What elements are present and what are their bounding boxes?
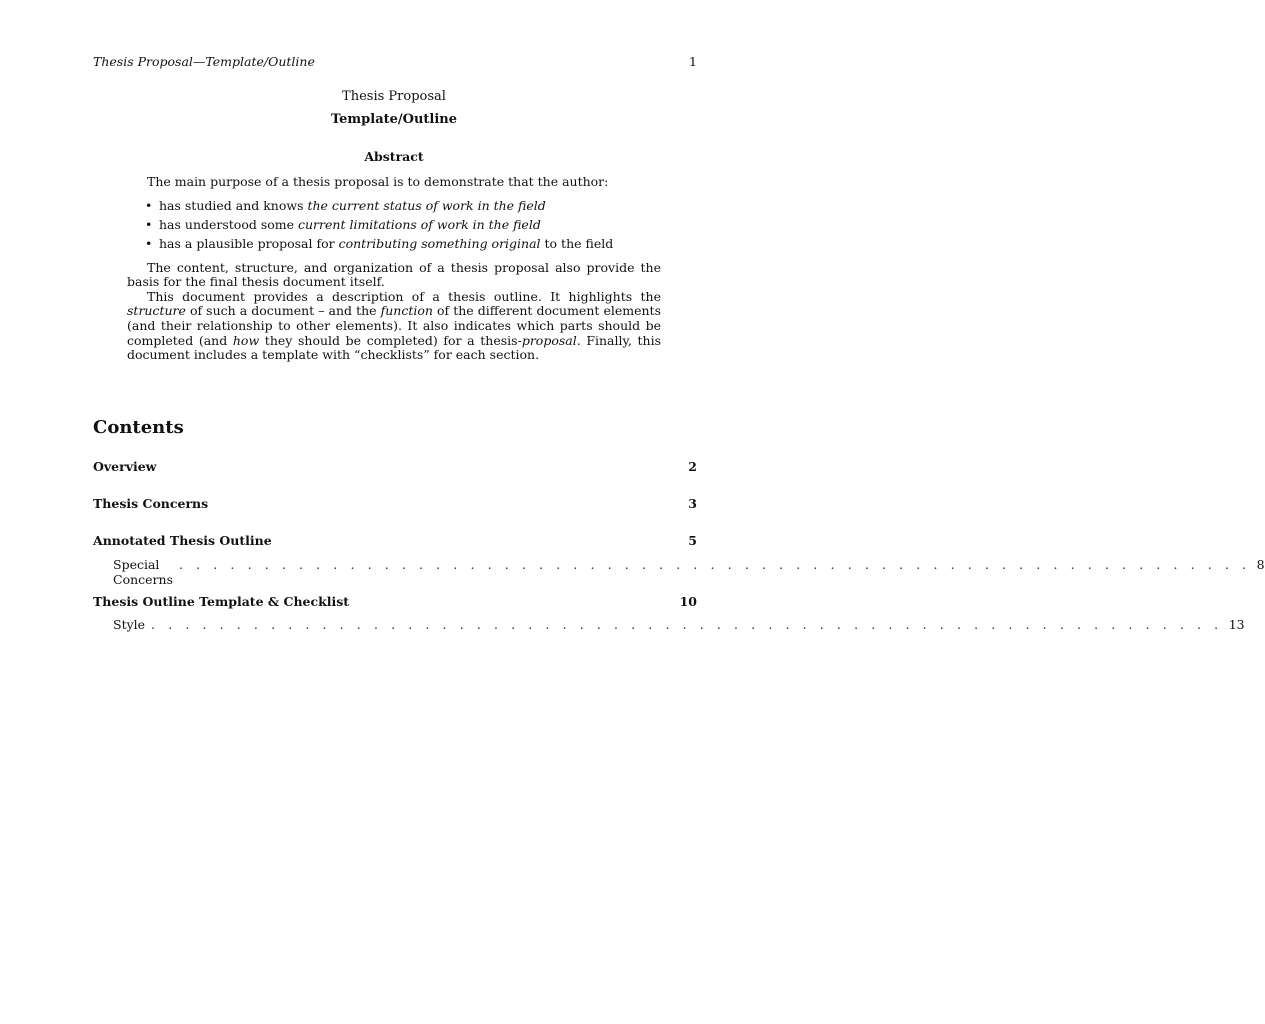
abstract-bullet-list — [127, 196, 661, 253]
toc-entry-label: Thesis Outline Template & Checklist — [93, 594, 350, 609]
abstract-paragraph-2: The content, structure, and organization of a thesis proposal also provide the basis for the final thesis document itself. — [127, 259, 661, 290]
toc-entry-label: Style — [113, 617, 146, 632]
toc-entry-page: 10 — [679, 594, 697, 609]
toc-entry-thesis-outline-template[interactable] — [93, 594, 697, 609]
bullet-emphasis: current limitations of work in the field — [298, 216, 541, 232]
document-title: Thesis Proposal — [342, 89, 446, 104]
toc-entry-annotated-thesis-outline[interactable] — [93, 533, 697, 548]
abstract-bullet — [145, 234, 661, 253]
title-block — [0, 89, 788, 128]
bullet-text: has a plausible proposal for — [159, 235, 339, 251]
toc-entry-page: 3 — [688, 496, 697, 511]
abstract-paragraph-3: This document provides a description of a thesis outline. It highlights the structure of such a document – and the function of the different document elements (and their relationship to other elements). It also indicates which parts should be completed (and how they should be completed) for a thesis-proposal. Finally, this document includes a template with “checklists” for each section. — [127, 288, 662, 363]
toc-entry-label: Thesis Concerns — [93, 496, 209, 511]
toc-entry-overview[interactable] — [93, 459, 697, 474]
bullet-icon: • — [145, 216, 153, 232]
toc-entry-page: 2 — [688, 459, 697, 474]
running-head — [93, 54, 697, 69]
abstract-heading: Abstract — [364, 149, 424, 164]
bullet-icon: • — [145, 235, 153, 251]
bullet-text-post: to the field — [540, 235, 614, 251]
toc-entry-label: Special Concerns — [113, 557, 173, 587]
toc-subentry-special-concerns[interactable] — [113, 557, 1265, 587]
bullet-text: has studied and knows — [159, 197, 308, 213]
bullet-emphasis: contributing something original — [338, 235, 541, 251]
page-number: 1 — [689, 54, 697, 69]
abstract-intro: The main purpose of a thesis proposal is to demonstrate that the author: — [147, 174, 609, 189]
toc-entry-page: 13 — [1228, 617, 1245, 632]
abstract-bullet — [145, 215, 661, 234]
toc-entry-thesis-concerns[interactable] — [93, 496, 697, 511]
toc-entry-page: 5 — [688, 533, 697, 548]
running-head-title: Thesis Proposal—Template/Outline — [93, 54, 315, 69]
toc-leader-dots: . . . . . . . . . . . . . . . . . . . . . . . . . . . . . . . . . . . . . . . . . . . . . . . . . . . . . . . . . . . . . . . — [178, 557, 1251, 572]
abstract-body — [127, 175, 661, 363]
toc-subentry-style[interactable] — [113, 617, 1245, 632]
bullet-text: has understood some — [159, 216, 298, 232]
document-subtitle: Template/Outline — [330, 112, 458, 127]
contents-heading: Contents — [93, 417, 184, 438]
toc-entry-page: 8 — [1256, 557, 1265, 572]
toc-entry-label: Overview — [93, 459, 157, 474]
abstract-bullet — [145, 196, 661, 215]
toc-leader-dots: . . . . . . . . . . . . . . . . . . . . . . . . . . . . . . . . . . . . . . . . . . . . . . . . . . . . . . . . . . . . . . . — [151, 617, 1223, 632]
bullet-icon: • — [145, 197, 153, 213]
toc-entry-label: Annotated Thesis Outline — [93, 533, 272, 548]
bullet-emphasis: the current status of work in the field — [307, 197, 546, 213]
